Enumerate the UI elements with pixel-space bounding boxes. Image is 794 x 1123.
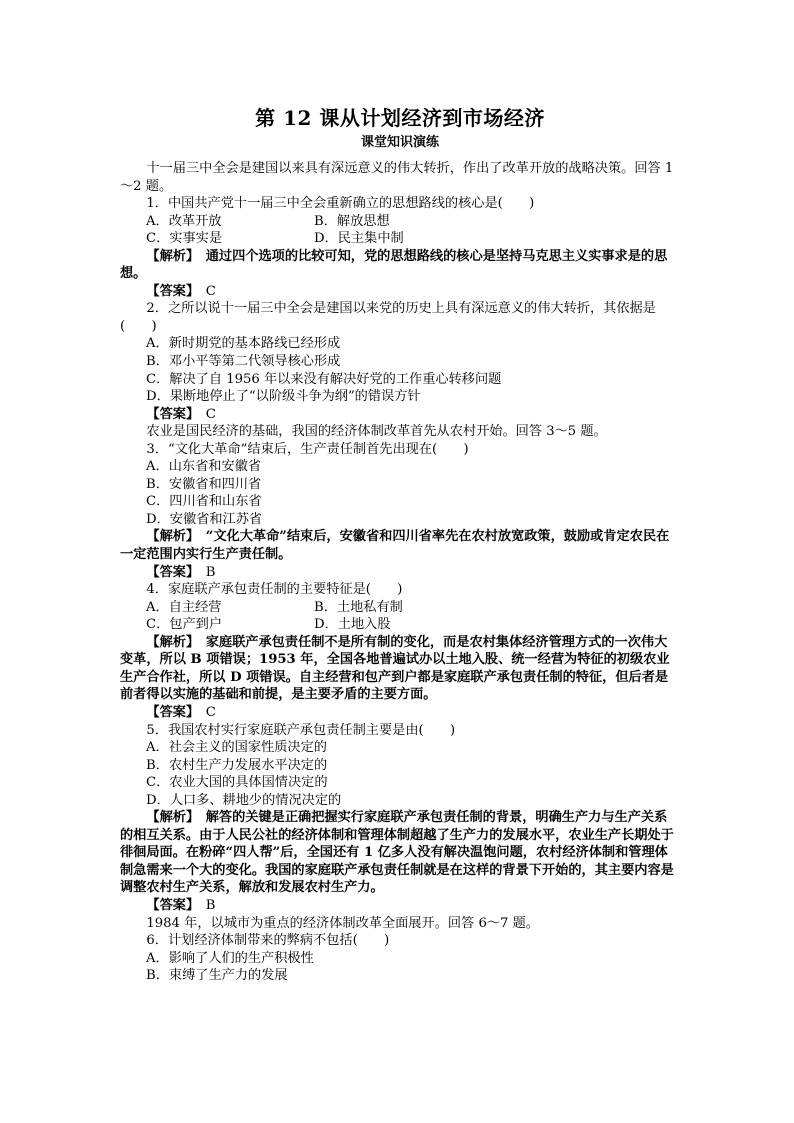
- question-5-analysis: [120, 809, 680, 897]
- option-d: D．安徽省和江苏省: [146, 511, 263, 527]
- intro-3-5: 农业是国民经济的基础，我国的经济体制改革首先从农村开始。回答 3～5 题。: [146, 424, 607, 440]
- option-b: B．解放思想: [314, 213, 390, 229]
- analysis-text: 通过四个选项的比较可知，党的思想路线的核心是坚持马克思主义实事求是的思想。: [120, 248, 668, 282]
- option-a: A．改革开放: [146, 213, 222, 229]
- analysis-tag: 【解析】: [146, 529, 193, 545]
- intro-6-7: 1984 年，以城市为重点的经济体制改革全面展开。回答 6～7 题。: [146, 915, 539, 931]
- question-4-answer: [120, 704, 680, 722]
- option-c: C．四川省和山东省: [146, 494, 262, 510]
- analysis-tag: 【解析】: [146, 248, 193, 264]
- document-page: [120, 104, 680, 985]
- question-1-options-row-2: [120, 230, 680, 248]
- option-b: B．安徽省和四川省: [146, 476, 262, 492]
- question-2-stem: 2．之所以说十一届三中全会是建国以来党的历史上具有深远意义的伟大转折，其依据是( ): [120, 301, 656, 334]
- answer-tag: 【答案】: [146, 897, 193, 913]
- answer-value: C: [192, 406, 216, 422]
- question-5-answer: [120, 897, 680, 915]
- answer-tag: 【答案】: [146, 704, 193, 720]
- option-b: B．邓小平等第二代领导核心形成: [146, 354, 341, 370]
- option-d: D．民主集中制: [314, 231, 404, 247]
- question-1-answer: [120, 283, 680, 301]
- option-a: A．影响了人们的生产积极性: [146, 950, 314, 966]
- question-1-analysis: [120, 248, 680, 283]
- intro-1-2: 十一届三中全会是建国以来具有深远意义的伟大转折，作出了改革开放的战略决策。回答 1～2 题。: [120, 161, 674, 194]
- option-a: A．山东省和安徽省: [146, 459, 262, 475]
- option-d: D．土地入股: [314, 617, 391, 633]
- option-b: B．农村生产力发展水平决定的: [146, 757, 328, 773]
- question-1-options-row-1: [120, 213, 680, 231]
- question-2-answer: [120, 406, 680, 424]
- question-4-options-row-1: [120, 599, 680, 617]
- question-4-stem: 4．家庭联产承包责任制的主要特征是( ): [146, 582, 403, 598]
- option-a: A．社会主义的国家性质决定的: [146, 740, 327, 756]
- answer-tag: 【答案】: [146, 406, 193, 422]
- question-6-stem: 6．计划经济体制带来的弊病不包括( ): [146, 933, 390, 949]
- answer-value: C: [192, 283, 216, 299]
- question-5-stem: 5．我国农村实行家庭联产承包责任制主要是由( ): [146, 722, 456, 738]
- option-d: D．果断地停止了“以阶级斗争为纲”的错误方针: [146, 389, 421, 405]
- page-subtitle: 课堂知识演练: [360, 135, 439, 150]
- option-a: A．新时期党的基本路线已经形成: [146, 336, 341, 352]
- option-c: C．实事实是: [146, 231, 223, 247]
- option-a: A．自主经营: [146, 599, 222, 615]
- analysis-text: “文化大革命”结束后，安徽省和四川省率先在农村放宽政策，鼓励或肯定农民在一定范围内实行生产责任制。: [120, 529, 670, 563]
- analysis-text: 家庭联产承包责任制不是所有制的变化，而是农村集体经济管理方式的一次伟大变革，所以 B 项错误；1953 年，全国各地普遍试办以土地入股、统一经营为特征的初级农业生产合作社，所以 D 项错误。自主经营和包产到户都是家庭联产承包责任制的特征，但后者是前者得以实施的基础和前提，是主要矛盾的主要方面。: [120, 634, 670, 703]
- answer-value: B: [192, 564, 216, 580]
- question-3-analysis: [120, 528, 680, 563]
- option-d: D．人口多、耕地少的情况决定的: [146, 792, 342, 808]
- analysis-tag: 【解析】: [146, 810, 193, 826]
- question-3-answer: [120, 564, 680, 582]
- answer-tag: 【答案】: [146, 283, 193, 299]
- analysis-text: 解答的关键是正确把握实行家庭联产承包责任制的背景，明确生产力与生产关系的相互关系。由于人民公社的经济体制和管理体制超越了生产力的发展水平，农业生产长期处于徘徊局面。在粉碎“四人帮”后，全国还有 1 亿多人没有解决温饱问题，农村经济体制和管理体制急需来一个大的变化。我国的家庭联产承包责任制就是在这样的背景下开始的，其主要内容是调整农村生产关系，解放和发展农村生产力。: [120, 810, 674, 896]
- question-4-options-row-2: [120, 616, 680, 634]
- analysis-tag: 【解析】: [146, 634, 193, 650]
- option-c: C．包产到户: [146, 617, 223, 633]
- answer-value: B: [192, 897, 216, 913]
- option-b: B．束缚了生产力的发展: [146, 968, 288, 984]
- page-title: 第 12 课从计划经济到市场经济: [255, 106, 545, 130]
- option-c: C．农业大国的具体国情决定的: [146, 775, 328, 791]
- question-4-analysis: [120, 634, 680, 704]
- answer-value: C: [192, 704, 216, 720]
- option-c: C．解决了自 1956 年以来没有解决好党的工作重心转移问题: [146, 371, 502, 387]
- answer-tag: 【答案】: [146, 564, 193, 580]
- question-1-stem: 1．中国共产党十一届三中全会重新确立的思想路线的核心是( ): [146, 196, 535, 212]
- option-b: B．土地私有制: [314, 599, 403, 615]
- question-3-stem: 3．“文化大革命”结束后，生产责任制首先出现在( ): [146, 441, 469, 457]
